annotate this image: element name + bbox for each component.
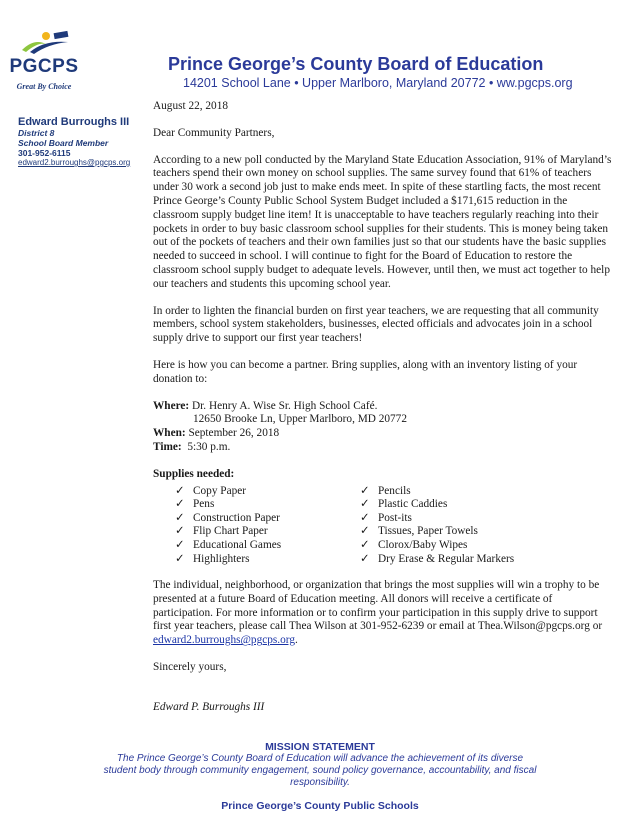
paragraph-3: Here is how you can become a partner. Bring supplies, along with an inventory listing of your donation to: [153, 358, 578, 385]
supply-item [175, 512, 360, 526]
supply-item [360, 512, 545, 526]
supply-item-label: Dry Erase & Regular Markers [378, 552, 515, 565]
supply-item [360, 539, 545, 553]
supply-item-label: Flip Chart Paper [193, 525, 268, 538]
supply-item [175, 525, 360, 539]
checkmark-icon: ✓ [175, 498, 185, 511]
logo-book [54, 31, 69, 39]
supply-item [360, 485, 545, 499]
member-phone: 301-952-6115 [18, 148, 71, 158]
paragraph-1: According to a new poll conducted by the Maryland State Education Association, 91% of Maryland’s teachers spend their own money on school supplies. The same survey found that 61% of teachers under 30 work a second job just to make ends meet. In spite of these startling facts, the most recent Prince George’s County Public School System Budget included a $171,615 reduction in the classroom supply budget line item! It is unacceptable to have teachers regularly reaching into their pockets in order to buy basic classroom school supplies for their students. This is money being taken out of the pockets of teachers and their own families just so that our students have the basic supplies needed to succeed in school. I will continue to fight for the Board of Education to restore the classroom school supply budget to adequate levels. However, until then, we must act together to help our teachers and students this upcoming school year. [153, 153, 612, 290]
supplies-list [175, 485, 613, 567]
supply-item-label: Pens [193, 498, 215, 511]
supply-item [360, 553, 545, 567]
burroughs-email-link[interactable]: edward2.burroughs@pgcps.org [153, 634, 295, 647]
member-role: School Board Member [18, 138, 109, 148]
logo-text: PGCPS [9, 56, 79, 77]
supply-item-label: Highlighters [193, 552, 250, 565]
paragraph-4-text: The individual, neighborhood, or organization that brings the most supplies will win a trophy to be presented at a future Board of Education meeting. All donors will receive a certificate of participation. For more information or to confirm your participation in this supply drive to support first year teachers, please call Thea Wilson at 301-952-6239 or email at Thea.Wilson@pgcps.org or [153, 579, 603, 633]
checkmark-icon: ✓ [175, 552, 185, 565]
checkmark-icon: ✓ [360, 525, 370, 538]
checkmark-icon: ✓ [175, 538, 185, 551]
mission-text: The Prince George’s County Board of Education will advance the achievement of its diverse student body through community engagement, sound policy governance, accountability, and fiscal responsibility. [103, 753, 537, 788]
checkmark-icon: ✓ [175, 525, 185, 538]
checkmark-icon: ✓ [360, 538, 370, 551]
checkmark-icon: ✓ [175, 511, 185, 524]
supply-item-label: Construction Paper [193, 511, 280, 524]
event-details [153, 400, 613, 455]
checkmark-icon: ✓ [360, 552, 370, 565]
supply-item-label: Copy Paper [193, 484, 247, 497]
supply-item-label: Post-its [378, 511, 412, 524]
supplies-heading: Supplies needed: [153, 467, 235, 480]
supplies-column-right [360, 485, 545, 567]
signature: Edward P. Burroughs III [153, 700, 265, 713]
when-label: When: [153, 427, 186, 440]
supply-item [360, 498, 545, 512]
letter-body [153, 100, 613, 715]
supply-item-label: Tissues, Paper Towels [378, 525, 478, 538]
logo-sun [42, 32, 50, 40]
supply-item [175, 485, 360, 499]
checkmark-icon: ✓ [360, 484, 370, 497]
org-address: 14201 School Lane • Upper Marlboro, Maryland 20772 • ww.pgcps.org [183, 76, 573, 90]
where-label: Where: [153, 399, 190, 412]
member-email-link[interactable]: edward2.burroughs@pgcps.org [18, 158, 131, 167]
checkmark-icon: ✓ [175, 484, 185, 497]
time-label: Time: [153, 440, 182, 453]
supply-item [175, 498, 360, 512]
paragraph-4-end: . [294, 634, 298, 647]
mission-title: MISSION STATEMENT [265, 741, 375, 753]
time-value: 5:30 p.m. [187, 440, 231, 453]
member-district: District 8 [18, 128, 55, 138]
paragraph-4 [153, 579, 613, 648]
letter-salutation: Dear Community Partners, [153, 126, 275, 139]
supply-item [175, 553, 360, 567]
logo-mark-icon [16, 30, 74, 56]
logo-tagline: Great By Choice [16, 82, 72, 91]
supplies-column-left [175, 485, 360, 567]
supply-item [175, 539, 360, 553]
checkmark-icon: ✓ [360, 511, 370, 524]
supply-item-label: Plastic Caddies [378, 498, 448, 511]
where-line-1: Dr. Henry A. Wise Sr. High School Café. [192, 399, 378, 412]
closing: Sincerely yours, [153, 661, 227, 674]
supply-item [360, 525, 545, 539]
where-line-2: 12650 Brooke Ln, Upper Marlboro, MD 20772 [193, 413, 407, 426]
letter-date: August 22, 2018 [153, 100, 229, 112]
org-title: Prince George’s County Board of Education [168, 54, 544, 74]
paragraph-2: In order to lighten the financial burden on first year teachers, we are requesting that all community members, school system stakeholders, businesses, elected officials and advocates join in a school supply drive to support our first year teachers! [153, 304, 599, 345]
member-info [18, 116, 143, 167]
mission-statement [100, 741, 540, 789]
when-value: September 26, 2018 [188, 427, 280, 440]
member-name: Edward Burroughs III [18, 116, 130, 128]
pgcps-logo [8, 30, 80, 102]
supply-item-label: Educational Games [193, 538, 282, 551]
footer-org-name: Prince George’s County Public Schools [221, 800, 419, 812]
supply-item-label: Clorox/Baby Wipes [378, 538, 468, 551]
checkmark-icon: ✓ [360, 498, 370, 511]
supply-item-label: Pencils [378, 484, 411, 497]
